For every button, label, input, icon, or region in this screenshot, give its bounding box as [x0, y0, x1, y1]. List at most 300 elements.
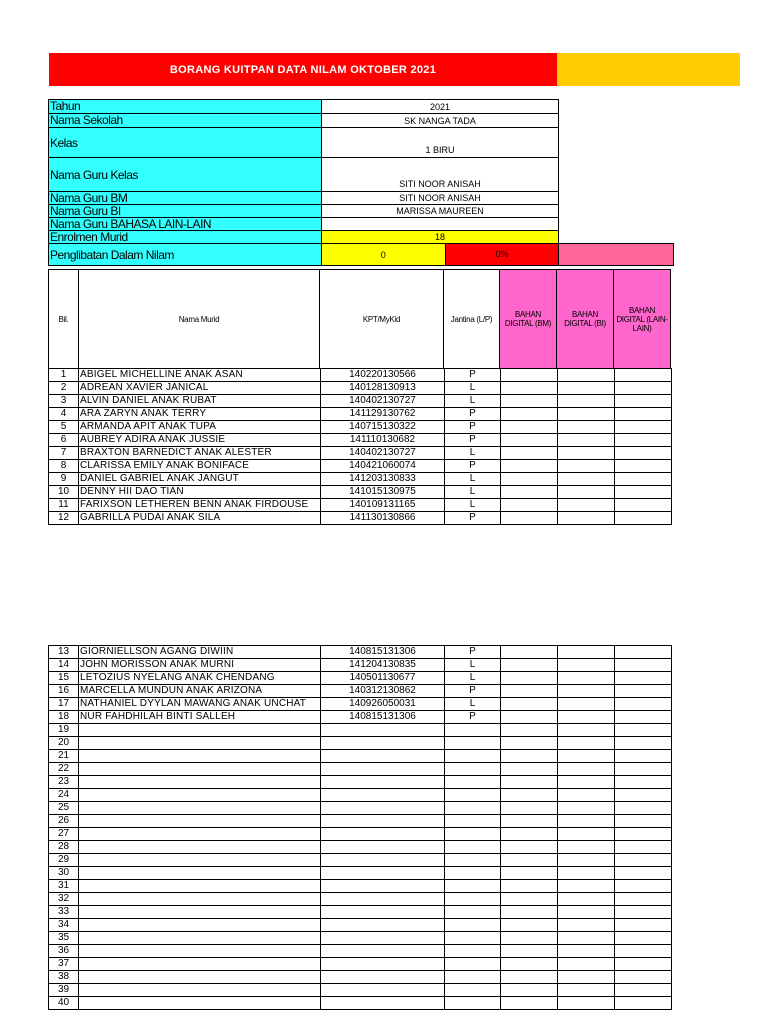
bahan-bm-cell[interactable]: [501, 932, 558, 945]
student-id[interactable]: [321, 750, 445, 763]
bahan-bm-cell[interactable]: [501, 958, 558, 971]
table-row: [49, 906, 672, 919]
bahan-bm-cell[interactable]: [501, 512, 558, 525]
row-number: 13: [49, 646, 79, 659]
bahan-bi-cell[interactable]: [558, 763, 615, 776]
value-sekolah[interactable]: SK NANGA TADA: [322, 114, 559, 128]
student-gender[interactable]: L: [445, 659, 501, 672]
student-gender[interactable]: [445, 828, 501, 841]
bahan-lain-cell[interactable]: [615, 945, 672, 958]
student-name[interactable]: [79, 906, 321, 919]
bahan-bi-cell[interactable]: [558, 919, 615, 932]
bahan-bi-cell[interactable]: [558, 789, 615, 802]
student-gender[interactable]: P: [445, 685, 501, 698]
student-gender[interactable]: L: [445, 486, 501, 499]
bahan-lain-cell[interactable]: [615, 512, 672, 525]
bahan-bi-cell[interactable]: [558, 802, 615, 815]
bahan-lain-cell[interactable]: [615, 369, 672, 382]
student-id[interactable]: [321, 997, 445, 1010]
value-enrolmen[interactable]: 18: [322, 231, 559, 244]
bahan-lain-cell[interactable]: [615, 815, 672, 828]
bahan-bi-cell[interactable]: [558, 854, 615, 867]
bahan-lain-cell[interactable]: [615, 971, 672, 984]
student-id[interactable]: [321, 906, 445, 919]
bahan-bm-cell[interactable]: [501, 646, 558, 659]
row-number: 12: [49, 512, 79, 525]
student-name[interactable]: DENNY HII DAO TIAN: [79, 486, 321, 499]
student-name[interactable]: [79, 724, 321, 737]
bahan-bm-cell[interactable]: [501, 763, 558, 776]
bahan-bi-cell[interactable]: [558, 659, 615, 672]
bahan-bi-cell[interactable]: [558, 395, 615, 408]
student-id[interactable]: 140926050031: [321, 698, 445, 711]
bahan-lain-cell[interactable]: [615, 776, 672, 789]
student-name[interactable]: BRAXTON BARNEDICT ANAK ALESTER: [79, 447, 321, 460]
bahan-lain-cell[interactable]: [615, 919, 672, 932]
student-gender[interactable]: P: [445, 460, 501, 473]
student-name[interactable]: [79, 750, 321, 763]
student-id[interactable]: [321, 763, 445, 776]
row-number: 14: [49, 659, 79, 672]
bahan-bm-cell[interactable]: [501, 421, 558, 434]
table-row: [49, 659, 672, 672]
bahan-bi-cell[interactable]: [558, 460, 615, 473]
bahan-bi-cell[interactable]: [558, 499, 615, 512]
student-gender[interactable]: P: [445, 421, 501, 434]
bahan-bm-cell[interactable]: [501, 434, 558, 447]
bahan-bi-cell[interactable]: [558, 685, 615, 698]
bahan-bm-cell[interactable]: [501, 906, 558, 919]
student-list-2: [48, 645, 672, 1010]
bahan-bm-cell[interactable]: [501, 447, 558, 460]
student-name[interactable]: LETOZIUS NYELANG ANAK CHENDANG: [79, 672, 321, 685]
bahan-lain-cell[interactable]: [615, 880, 672, 893]
student-gender[interactable]: [445, 737, 501, 750]
student-id[interactable]: 140501130677: [321, 672, 445, 685]
student-name[interactable]: GIORNIELLSON AGANG DIWIIN: [79, 646, 321, 659]
student-name[interactable]: DANIEL GABRIEL ANAK JANGUT: [79, 473, 321, 486]
student-name[interactable]: [79, 802, 321, 815]
student-name[interactable]: [79, 737, 321, 750]
table-row: [49, 984, 672, 997]
bahan-bi-cell[interactable]: [558, 473, 615, 486]
bahan-lain-cell[interactable]: [615, 906, 672, 919]
student-name[interactable]: [79, 763, 321, 776]
bahan-bi-cell[interactable]: [558, 672, 615, 685]
student-gender[interactable]: L: [445, 698, 501, 711]
table-row: [49, 789, 672, 802]
row-number: 17: [49, 698, 79, 711]
label-guru-bi: Nama Guru BI: [49, 205, 322, 218]
student-id[interactable]: 140815131306: [321, 711, 445, 724]
bahan-bi-cell[interactable]: [558, 512, 615, 525]
row-number: 25: [49, 802, 79, 815]
student-id[interactable]: [321, 971, 445, 984]
student-name[interactable]: GABRILLA PUDAI ANAK SILA: [79, 512, 321, 525]
student-gender[interactable]: L: [445, 499, 501, 512]
bahan-lain-cell[interactable]: [615, 802, 672, 815]
bahan-bm-cell[interactable]: [501, 880, 558, 893]
row-number: 9: [49, 473, 79, 486]
student-name[interactable]: [79, 958, 321, 971]
bahan-bm-cell[interactable]: [501, 893, 558, 906]
student-id[interactable]: [321, 958, 445, 971]
bahan-bm-cell[interactable]: [501, 395, 558, 408]
bahan-bi-cell[interactable]: [558, 698, 615, 711]
student-name[interactable]: [79, 776, 321, 789]
table-row: [49, 395, 672, 408]
student-id[interactable]: [321, 828, 445, 841]
row-number: 22: [49, 763, 79, 776]
bahan-bi-cell[interactable]: [558, 932, 615, 945]
student-id[interactable]: [321, 880, 445, 893]
student-name[interactable]: ALVIN DANIEL ANAK RUBAT: [79, 395, 321, 408]
bahan-bi-cell[interactable]: [558, 711, 615, 724]
student-name[interactable]: [79, 854, 321, 867]
student-gender[interactable]: P: [445, 711, 501, 724]
row-number: 24: [49, 789, 79, 802]
student-name[interactable]: MARCELLA MUNDUN ANAK ARIZONA: [79, 685, 321, 698]
bahan-lain-cell[interactable]: [615, 382, 672, 395]
student-gender[interactable]: [445, 880, 501, 893]
row-number: 1: [49, 369, 79, 382]
bahan-bm-cell[interactable]: [501, 369, 558, 382]
bahan-bm-cell[interactable]: [501, 971, 558, 984]
bahan-lain-cell[interactable]: [615, 434, 672, 447]
bahan-bm-cell[interactable]: [501, 473, 558, 486]
bahan-lain-cell[interactable]: [615, 659, 672, 672]
form-title: BORANG KUITPAN DATA NILAM OKTOBER 2021: [169, 63, 437, 76]
bahan-bi-cell[interactable]: [558, 408, 615, 421]
student-name[interactable]: [79, 789, 321, 802]
bahan-lain-cell[interactable]: [615, 867, 672, 880]
bahan-bi-cell[interactable]: [558, 841, 615, 854]
student-name[interactable]: ARMANDA APIT ANAK TUPA: [79, 421, 321, 434]
bahan-lain-cell[interactable]: [615, 685, 672, 698]
student-gender[interactable]: [445, 776, 501, 789]
bahan-lain-cell[interactable]: [615, 724, 672, 737]
header-nama: Nama Murid: [79, 270, 320, 369]
table-row: [49, 867, 672, 880]
row-number: 11: [49, 499, 79, 512]
bahan-lain-cell[interactable]: [615, 395, 672, 408]
bahan-bm-cell[interactable]: [501, 776, 558, 789]
table-row: [49, 776, 672, 789]
student-gender[interactable]: [445, 841, 501, 854]
bahan-bm-cell[interactable]: [501, 789, 558, 802]
bahan-lain-cell[interactable]: [615, 750, 672, 763]
bahan-lain-cell[interactable]: [615, 460, 672, 473]
student-id[interactable]: 140402130727: [321, 395, 445, 408]
student-gender[interactable]: [445, 893, 501, 906]
table-row: [49, 685, 672, 698]
bahan-bi-cell[interactable]: [558, 893, 615, 906]
student-id[interactable]: 140128130913: [321, 382, 445, 395]
bahan-bi-cell[interactable]: [558, 828, 615, 841]
student-id[interactable]: 141203130833: [321, 473, 445, 486]
label-sekolah: Nama Sekolah: [49, 114, 322, 128]
student-id[interactable]: [321, 815, 445, 828]
student-gender[interactable]: [445, 919, 501, 932]
student-gender[interactable]: L: [445, 447, 501, 460]
student-id[interactable]: [321, 802, 445, 815]
bahan-bm-cell[interactable]: [501, 408, 558, 421]
student-name[interactable]: [79, 880, 321, 893]
bahan-bi-cell[interactable]: [558, 997, 615, 1010]
bahan-bi-cell[interactable]: [558, 447, 615, 460]
bahan-bm-cell[interactable]: [501, 724, 558, 737]
student-id[interactable]: 141015130975: [321, 486, 445, 499]
row-number: 32: [49, 893, 79, 906]
student-gender[interactable]: [445, 724, 501, 737]
bahan-bm-cell[interactable]: [501, 711, 558, 724]
bahan-bm-cell[interactable]: [501, 802, 558, 815]
student-gender[interactable]: [445, 802, 501, 815]
bahan-bm-cell[interactable]: [501, 499, 558, 512]
student-name[interactable]: [79, 815, 321, 828]
row-number: 4: [49, 408, 79, 421]
student-id[interactable]: [321, 737, 445, 750]
table-row: [49, 971, 672, 984]
row-number: 35: [49, 932, 79, 945]
student-id[interactable]: [321, 841, 445, 854]
student-gender[interactable]: [445, 971, 501, 984]
row-number: 20: [49, 737, 79, 750]
row-number: 21: [49, 750, 79, 763]
bahan-bm-cell[interactable]: [501, 672, 558, 685]
row-number: 15: [49, 672, 79, 685]
value-guru-lain[interactable]: [322, 218, 559, 231]
student-id[interactable]: 140715130322: [321, 421, 445, 434]
bahan-bm-cell[interactable]: [501, 486, 558, 499]
bahan-bm-cell[interactable]: [501, 854, 558, 867]
row-number: 39: [49, 984, 79, 997]
student-name[interactable]: NUR FAHDHILAH BINTI SALLEH: [79, 711, 321, 724]
student-gender[interactable]: P: [445, 512, 501, 525]
bahan-lain-cell[interactable]: [615, 984, 672, 997]
student-id[interactable]: [321, 724, 445, 737]
student-gender[interactable]: P: [445, 434, 501, 447]
bahan-bm-cell[interactable]: [501, 919, 558, 932]
table-row: [49, 880, 672, 893]
bahan-bi-cell[interactable]: [558, 434, 615, 447]
bahan-lain-cell[interactable]: [615, 893, 672, 906]
bahan-lain-cell[interactable]: [615, 854, 672, 867]
value-guru-bi[interactable]: MARISSA MAUREEN: [322, 205, 559, 218]
student-id[interactable]: 140402130727: [321, 447, 445, 460]
student-gender[interactable]: [445, 867, 501, 880]
table-row: [49, 408, 672, 421]
student-id[interactable]: [321, 984, 445, 997]
row-number: 19: [49, 724, 79, 737]
bahan-bi-cell[interactable]: [558, 984, 615, 997]
student-gender[interactable]: L: [445, 395, 501, 408]
student-table-header: [48, 269, 671, 369]
student-id[interactable]: 140109131165: [321, 499, 445, 512]
bahan-bi-cell[interactable]: [558, 815, 615, 828]
student-name[interactable]: [79, 945, 321, 958]
bahan-bm-cell[interactable]: [501, 867, 558, 880]
bahan-bi-cell[interactable]: [558, 945, 615, 958]
student-id[interactable]: [321, 919, 445, 932]
label-guru-bm: Nama Guru BM: [49, 192, 322, 205]
bahan-lain-cell[interactable]: [615, 499, 672, 512]
bahan-lain-cell[interactable]: [615, 789, 672, 802]
bahan-bi-cell[interactable]: [558, 776, 615, 789]
student-name[interactable]: [79, 828, 321, 841]
student-gender[interactable]: L: [445, 672, 501, 685]
bahan-bm-cell[interactable]: [501, 685, 558, 698]
student-gender[interactable]: [445, 750, 501, 763]
student-id[interactable]: 141130130866: [321, 512, 445, 525]
bahan-bm-cell[interactable]: [501, 945, 558, 958]
bahan-bm-cell[interactable]: [501, 984, 558, 997]
student-name[interactable]: [79, 984, 321, 997]
bahan-bm-cell[interactable]: [501, 737, 558, 750]
row-number: 30: [49, 867, 79, 880]
student-id[interactable]: 141129130762: [321, 408, 445, 421]
bahan-bi-cell[interactable]: [558, 382, 615, 395]
student-gender[interactable]: [445, 958, 501, 971]
student-gender[interactable]: [445, 984, 501, 997]
value-peratus: [445, 244, 558, 266]
student-name[interactable]: [79, 919, 321, 932]
student-gender[interactable]: P: [445, 646, 501, 659]
student-gender[interactable]: [445, 763, 501, 776]
table-row: [49, 932, 672, 945]
student-id[interactable]: 141110130682: [321, 434, 445, 447]
table-row: [49, 763, 672, 776]
bahan-lain-cell[interactable]: [615, 828, 672, 841]
student-name[interactable]: CLARISSA EMILY ANAK BONIFACE: [79, 460, 321, 473]
table-row: [49, 473, 672, 486]
bahan-bi-cell[interactable]: [558, 906, 615, 919]
student-id[interactable]: [321, 776, 445, 789]
bahan-bi-cell[interactable]: [558, 737, 615, 750]
bahan-bm-cell[interactable]: [501, 997, 558, 1010]
row-number: 27: [49, 828, 79, 841]
student-id[interactable]: 140421060074: [321, 460, 445, 473]
student-name[interactable]: FARIXSON LETHEREN BENN ANAK FIRDOUSE: [79, 499, 321, 512]
student-name[interactable]: AUBREY ADIRA ANAK JUSSIE: [79, 434, 321, 447]
bahan-lain-cell[interactable]: [615, 763, 672, 776]
bahan-bi-cell[interactable]: [558, 971, 615, 984]
table-row: [49, 737, 672, 750]
bahan-bm-cell[interactable]: [501, 828, 558, 841]
student-id[interactable]: [321, 789, 445, 802]
bahan-lain-cell[interactable]: [615, 958, 672, 971]
bahan-bi-cell[interactable]: [558, 750, 615, 763]
student-id[interactable]: [321, 893, 445, 906]
student-name[interactable]: [79, 867, 321, 880]
student-id[interactable]: 140312130862: [321, 685, 445, 698]
student-gender[interactable]: P: [445, 408, 501, 421]
bahan-lain-cell[interactable]: [615, 408, 672, 421]
student-id[interactable]: [321, 932, 445, 945]
student-id[interactable]: 140815131306: [321, 646, 445, 659]
bahan-lain-cell[interactable]: [615, 997, 672, 1010]
value-kelas[interactable]: 1 BIRU: [322, 128, 559, 158]
student-name[interactable]: ADREAN XAVIER JANICAL: [79, 382, 321, 395]
student-gender[interactable]: [445, 945, 501, 958]
bahan-bi-cell[interactable]: [558, 369, 615, 382]
student-name[interactable]: ABIGEL MICHELLINE ANAK ASAN: [79, 369, 321, 382]
student-gender[interactable]: L: [445, 382, 501, 395]
student-id[interactable]: 140220130566: [321, 369, 445, 382]
bahan-lain-cell[interactable]: [615, 737, 672, 750]
bahan-lain-cell[interactable]: [615, 698, 672, 711]
bahan-bi-cell[interactable]: [558, 958, 615, 971]
value-guru-bm[interactable]: SITI NOOR ANISAH: [322, 192, 559, 205]
bahan-lain-cell[interactable]: [615, 932, 672, 945]
table-row: [49, 711, 672, 724]
bahan-bm-cell[interactable]: [501, 460, 558, 473]
table-row: [49, 447, 672, 460]
bahan-bm-cell[interactable]: [501, 815, 558, 828]
student-gender[interactable]: [445, 997, 501, 1010]
bahan-lain-cell[interactable]: [615, 473, 672, 486]
student-id[interactable]: [321, 854, 445, 867]
header-jantina: Jantina (L/P): [444, 270, 500, 369]
bahan-bm-cell[interactable]: [501, 698, 558, 711]
student-gender[interactable]: L: [445, 473, 501, 486]
table-row: [49, 919, 672, 932]
student-name[interactable]: NATHANIEL DYYLAN MAWANG ANAK UNCHAT: [79, 698, 321, 711]
bahan-lain-cell[interactable]: [615, 672, 672, 685]
bahan-lain-cell[interactable]: [615, 646, 672, 659]
bahan-lain-cell[interactable]: [615, 421, 672, 434]
student-name[interactable]: [79, 971, 321, 984]
student-gender[interactable]: P: [445, 369, 501, 382]
bahan-lain-cell[interactable]: [615, 711, 672, 724]
student-name[interactable]: [79, 893, 321, 906]
student-gender[interactable]: [445, 789, 501, 802]
bahan-bi-cell[interactable]: [558, 646, 615, 659]
value-penglibatan[interactable]: 0: [322, 244, 446, 266]
student-id[interactable]: [321, 867, 445, 880]
bahan-lain-cell[interactable]: [615, 486, 672, 499]
student-gender[interactable]: [445, 854, 501, 867]
student-name[interactable]: ARA ZARYN ANAK TERRY: [79, 408, 321, 421]
bahan-lain-cell[interactable]: [615, 447, 672, 460]
student-name[interactable]: [79, 841, 321, 854]
bahan-bm-cell[interactable]: [501, 750, 558, 763]
table-row: [49, 499, 672, 512]
bahan-bm-cell[interactable]: [501, 382, 558, 395]
student-gender[interactable]: [445, 815, 501, 828]
student-name[interactable]: [79, 932, 321, 945]
student-gender[interactable]: [445, 906, 501, 919]
bahan-bm-cell[interactable]: [501, 659, 558, 672]
student-name[interactable]: JOHN MORISSON ANAK MURNI: [79, 659, 321, 672]
bahan-bi-cell[interactable]: [558, 880, 615, 893]
student-id[interactable]: [321, 945, 445, 958]
value-guru-kelas[interactable]: SITI NOOR ANISAH: [322, 158, 559, 192]
bahan-bm-cell[interactable]: [501, 841, 558, 854]
value-tahun[interactable]: 2021: [322, 100, 559, 114]
table-row: [49, 434, 672, 447]
bahan-lain-cell[interactable]: [615, 841, 672, 854]
peratus-text: 0%: [495, 249, 509, 259]
student-id[interactable]: 141204130835: [321, 659, 445, 672]
bahan-bi-cell[interactable]: [558, 421, 615, 434]
bahan-bi-cell[interactable]: [558, 724, 615, 737]
bahan-bi-cell[interactable]: [558, 867, 615, 880]
table-row: [49, 382, 672, 395]
student-name[interactable]: [79, 997, 321, 1010]
student-gender[interactable]: [445, 932, 501, 945]
bahan-bi-cell[interactable]: [558, 486, 615, 499]
